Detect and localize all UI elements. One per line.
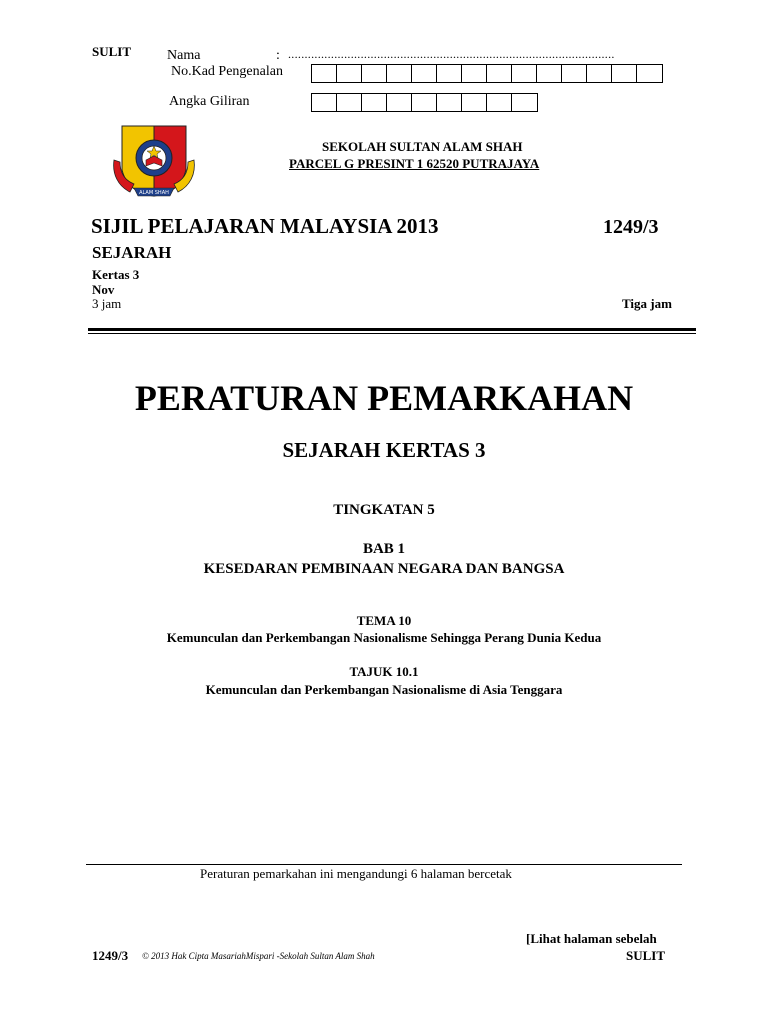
ic-number-boxes[interactable] (311, 64, 663, 83)
duration-short: 3 jam (92, 296, 122, 311)
nama-field[interactable]: ................................................................................................... (288, 47, 615, 61)
ic-digit-box[interactable] (437, 65, 462, 82)
ic-digit-box[interactable] (337, 65, 362, 82)
ic-digit-box[interactable] (487, 65, 512, 82)
ic-digit-box[interactable] (637, 65, 662, 82)
giliran-number-boxes[interactable] (311, 93, 538, 112)
ic-digit-box[interactable] (412, 65, 437, 82)
ic-digit-box[interactable] (462, 65, 487, 82)
giliran-digit-box[interactable] (462, 94, 487, 111)
theme-number: TEMA 10 (356, 613, 412, 628)
giliran-digit-box[interactable] (512, 94, 537, 111)
duration-long: Tiga jam (622, 296, 672, 311)
next-page-note: [Lihat halaman sebelah (526, 931, 657, 946)
ic-digit-box[interactable] (512, 65, 537, 82)
header-divider-thin (88, 333, 696, 334)
giliran-digit-box[interactable] (412, 94, 437, 111)
footer-divider (86, 864, 682, 865)
school-crest-logo (108, 122, 200, 200)
subject-name: SEJARAH (92, 243, 172, 262)
ic-digit-box[interactable] (537, 65, 562, 82)
school-address: PARCEL G PRESINT 1 62520 PUTRAJAYA (289, 156, 540, 171)
crest-ribbon-text: ALAM SHAH (139, 190, 169, 196)
sulit-label-top: SULIT (92, 44, 132, 59)
giliran-digit-box[interactable] (487, 94, 512, 111)
ic-digit-box[interactable] (362, 65, 387, 82)
ic-label: No.Kad Pengenalan (171, 64, 283, 79)
giliran-digit-box[interactable] (437, 94, 462, 111)
copyright-text: © 2013 Hak Cipta MasariahMispari -Sekolah Sultan Alam Shah (142, 951, 375, 961)
topic-number: TAJUK 10.1 (349, 664, 419, 679)
exam-month: Nov (92, 282, 115, 297)
ic-digit-box[interactable] (587, 65, 612, 82)
ic-digit-box[interactable] (612, 65, 637, 82)
sulit-label-bottom: SULIT (626, 948, 666, 963)
nama-colon: : (276, 48, 280, 63)
header-divider-thick (88, 328, 696, 331)
page-count-note: Peraturan pemarkahan ini mengandungi 6 halaman bercetak (200, 866, 512, 881)
giliran-digit-box[interactable] (387, 94, 412, 111)
theme-title: Kemunculan dan Perkembangan Nasionalisme Sehingga Perang Dunia Kedua (166, 630, 602, 645)
nama-label: Nama (167, 48, 201, 63)
giliran-digit-box[interactable] (312, 94, 337, 111)
main-title: PERATURAN PEMARKAHAN (134, 378, 634, 418)
giliran-digit-box[interactable] (362, 94, 387, 111)
giliran-label: Angka Giliran (169, 94, 250, 109)
chapter-number: BAB 1 (362, 541, 406, 557)
school-name: SEKOLAH SULTAN ALAM SHAH (322, 139, 523, 154)
ic-digit-box[interactable] (312, 65, 337, 82)
giliran-digit-box[interactable] (337, 94, 362, 111)
ic-digit-box[interactable] (562, 65, 587, 82)
exam-title: SIJIL PELAJARAN MALAYSIA 2013 (91, 214, 439, 238)
topic-title: Kemunculan dan Perkembangan Nasionalisme di Asia Tenggara (205, 682, 563, 697)
form-level: TINGKATAN 5 (333, 502, 435, 518)
chapter-title: KESEDARAN PEMBINAAN NEGARA DAN BANGSA (203, 561, 565, 577)
footer-code: 1249/3 (92, 948, 129, 963)
main-subtitle: SEJARAH KERTAS 3 (282, 438, 486, 462)
exam-code: 1249/3 (603, 216, 659, 238)
ic-digit-box[interactable] (387, 65, 412, 82)
paper-label: Kertas 3 (92, 267, 140, 282)
